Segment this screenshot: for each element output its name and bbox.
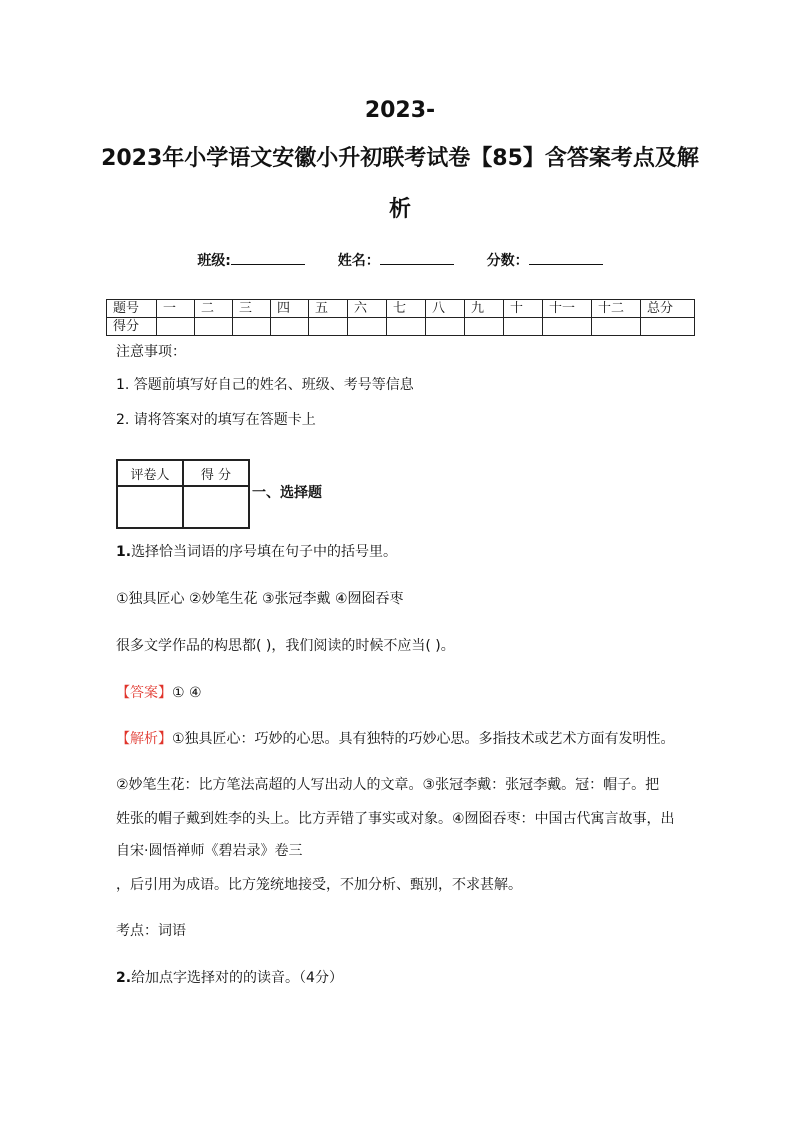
class-blank	[231, 250, 305, 265]
score-input-cell[interactable]	[641, 318, 695, 336]
name-blank	[380, 250, 454, 265]
kaodian: 考点：词语	[116, 923, 186, 939]
score-table	[106, 299, 695, 336]
score-table-cell: 得分	[107, 318, 157, 336]
score-table-score-row	[107, 318, 695, 336]
analysis-line: 自宋·圆悟禅师《碧岩录》卷三	[116, 843, 303, 859]
title-line-2: 2023年小学语文安徽小升初联考试卷【85】含答案考点及解	[101, 146, 699, 171]
score-table-header-row	[107, 300, 695, 318]
score-table-cell: 三	[233, 300, 271, 318]
analysis-tag: 【解析】	[116, 731, 172, 747]
score-table-cell: 十二	[592, 300, 641, 318]
class-field	[197, 250, 305, 270]
score-table-cell: 十一	[543, 300, 592, 318]
score-input-cell[interactable]	[387, 318, 426, 336]
notice-item: 1. 答题前填写好自己的姓名、班级、考号等信息	[116, 377, 414, 393]
score-input-cell[interactable]	[233, 318, 271, 336]
grader-score-input-cell[interactable]	[183, 486, 249, 528]
score-table-cell: 五	[309, 300, 348, 318]
score-table-cell: 十	[504, 300, 543, 318]
score-table-cell: 九	[465, 300, 504, 318]
score-table-cell: 四	[271, 300, 309, 318]
score-input-cell[interactable]	[309, 318, 348, 336]
score-table-cell: 总分	[641, 300, 695, 318]
score-label: 分数：	[486, 253, 529, 269]
question-1-sentence: 很多文学作品的构思都( )，我们阅读的时候不应当( )。	[116, 638, 455, 654]
score-table-cell: 六	[348, 300, 387, 318]
title-line-1: 2023-	[364, 98, 436, 123]
score-input-cell[interactable]	[348, 318, 387, 336]
score-input-cell[interactable]	[426, 318, 465, 336]
section-title: 一、选择题	[252, 485, 322, 501]
question-text: 给加点字选择对的的读音。（4分）	[131, 970, 343, 986]
score-table-cell: 一	[157, 300, 195, 318]
question-2-prompt	[116, 968, 343, 988]
score-input-cell[interactable]	[157, 318, 195, 336]
answer-tag: 【答案】	[116, 685, 172, 701]
analysis-text: ①独具匠心：巧妙的心思。具有独特的巧妙心思。多指技术或艺术方面有发明性。	[172, 731, 675, 747]
score-input-cell[interactable]	[465, 318, 504, 336]
analysis-line: ，后引用为成语。比方笼统地接受，不加分析、甄别，不求甚解。	[116, 877, 522, 893]
score-table-cell: 题号	[107, 300, 157, 318]
score-input-cell[interactable]	[195, 318, 233, 336]
question-number: 2.	[116, 970, 132, 986]
score-blank	[529, 250, 603, 265]
score-table-cell: 二	[195, 300, 233, 318]
answer-line	[116, 683, 202, 703]
question-number: 1.	[116, 544, 132, 560]
answer-text: ① ④	[172, 685, 202, 701]
score-input-cell[interactable]	[592, 318, 641, 336]
analysis-line: 姓张的帽子戴到姓李的头上。比方弄错了事实或对象。④囫囵吞枣：中国古代寓言故事，出	[116, 811, 675, 827]
analysis-line: ②妙笔生花：比方笔法高超的人写出动人的文章。③张冠李戴：张冠李戴。冠：帽子。把	[116, 777, 660, 793]
grader-input-cell[interactable]	[117, 486, 183, 528]
score-input-cell[interactable]	[543, 318, 592, 336]
question-1-prompt	[116, 542, 397, 562]
score-input-cell[interactable]	[271, 318, 309, 336]
score-label-cell: 得 分	[183, 460, 249, 486]
grader-table	[116, 459, 250, 529]
name-label: 姓名：	[337, 253, 380, 269]
score-input-cell[interactable]	[504, 318, 543, 336]
notice-item: 2. 请将答案对的填写在答题卡上	[116, 412, 316, 428]
title-line-3: 析	[388, 197, 411, 222]
score-table-cell: 七	[387, 300, 426, 318]
question-text: 选择恰当词语的序号填在句子中的括号里。	[131, 544, 398, 560]
student-info	[0, 250, 800, 270]
analysis-line	[116, 729, 675, 749]
notice-heading: 注意事项：	[116, 344, 186, 360]
name-field	[338, 250, 454, 270]
class-label: 班级:	[197, 253, 231, 269]
grader-label: 评卷人	[117, 460, 183, 486]
score-table-cell: 八	[426, 300, 465, 318]
score-field	[487, 250, 603, 270]
question-1-options: ①独具匠心 ②妙笔生花 ③张冠李戴 ④囫囵吞枣	[116, 591, 404, 607]
